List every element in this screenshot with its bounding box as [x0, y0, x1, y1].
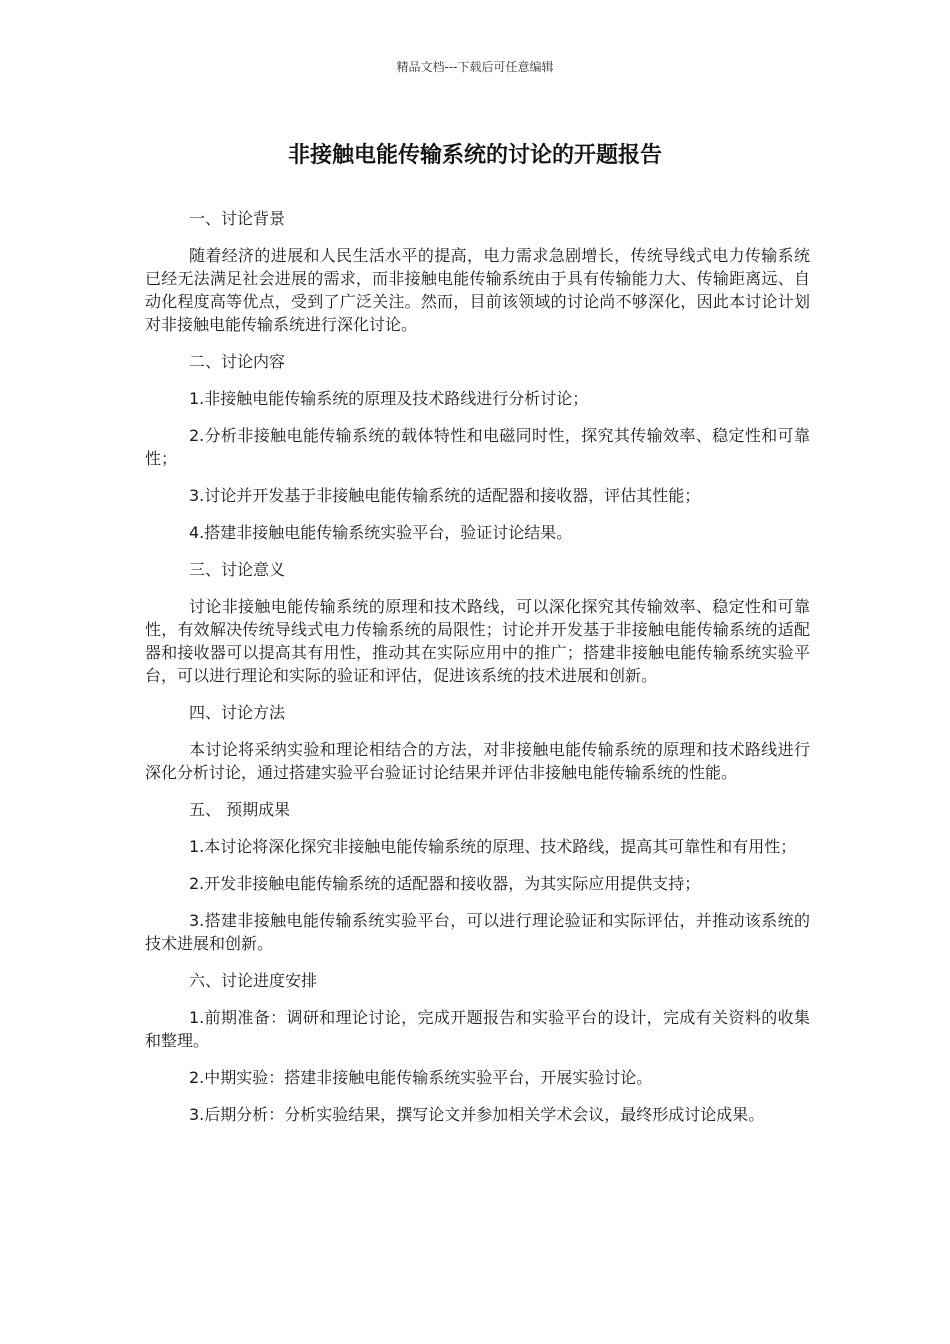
document-title: 非接触电能传输系统的讨论的开题报告 [287, 143, 662, 168]
document-body [145, 207, 810, 1140]
section-heading-content: 二、讨论内容 [189, 352, 286, 371]
list-item: 1.非接触电能传输系统的原理及技术路线进行分析讨论； [189, 389, 589, 408]
list-item: 4.搭建非接触电能传输系统实验平台，验证讨论结果。 [189, 523, 573, 542]
paragraph: 讨论非接触电能传输系统的原理和技术路线，可以深化探究其传输效率、稳定性和可靠性，有效解决传统导线式电力传输系统的局限性；讨论并开发基于非接触电能传输系统的适配器和接收器可以提高其有用性，推动其在实际应用中的推广；搭建非接触电能传输系统实验平台，可以进行理论和实际的验证和评估，促进该系统的技术进展和创新。 [145, 597, 810, 685]
page-header: 精品文档---下载后可任意编辑 [396, 60, 554, 74]
section-heading-significance: 三、讨论意义 [189, 560, 286, 579]
list-item: 2.中期实验：搭建非接触电能传输系统实验平台，开展实验讨论。 [189, 1068, 653, 1087]
list-item: 2.分析非接触电能传输系统的载体特性和电磁同时性，探究其传输效率、稳定性和可靠性； [145, 426, 810, 468]
list-item: 3.讨论并开发基于非接触电能传输系统的适配器和接收器，评估其性能； [189, 486, 701, 505]
paragraph: 本讨论将采纳实验和理论相结合的方法，对非接触电能传输系统的原理和技术路线进行深化分析讨论，通过搭建实验平台验证讨论结果并评估非接触电能传输系统的性能。 [145, 740, 810, 782]
paragraph: 随着经济的进展和人民生活水平的提高，电力需求急剧增长，传统导线式电力传输系统已经无法满足社会进展的需求，而非接触电能传输系统由于具有传输能力大、传输距离远、自动化程度高等优点，受到了广泛关注。然而，目前该领域的讨论尚不够深化，因此本讨论计划对非接触电能传输系统进行深化讨论。 [145, 246, 810, 334]
section-heading-schedule: 六、讨论进度安排 [189, 971, 318, 990]
section-heading-expected-results: 五、 预期成果 [189, 800, 291, 819]
list-item: 3.搭建非接触电能传输系统实验平台，可以进行理论验证和实际评估，并推动该系统的技术进展和创新。 [145, 911, 810, 953]
section-heading-background: 一、讨论背景 [189, 209, 286, 228]
list-item: 2.开发非接触电能传输系统的适配器和接收器，为其实际应用提供支持； [189, 874, 701, 893]
list-item: 1.前期准备：调研和理论讨论，完成开题报告和实验平台的设计，完成有关资料的收集和整理。 [145, 1008, 810, 1050]
section-heading-method: 四、讨论方法 [189, 703, 286, 722]
list-item: 3.后期分析：分析实验结果，撰写论文并参加相关学术会议，最终形成讨论成果。 [189, 1105, 765, 1124]
list-item: 1.本讨论将深化探究非接触电能传输系统的原理、技术路线，提高其可靠性和有用性； [189, 837, 797, 856]
